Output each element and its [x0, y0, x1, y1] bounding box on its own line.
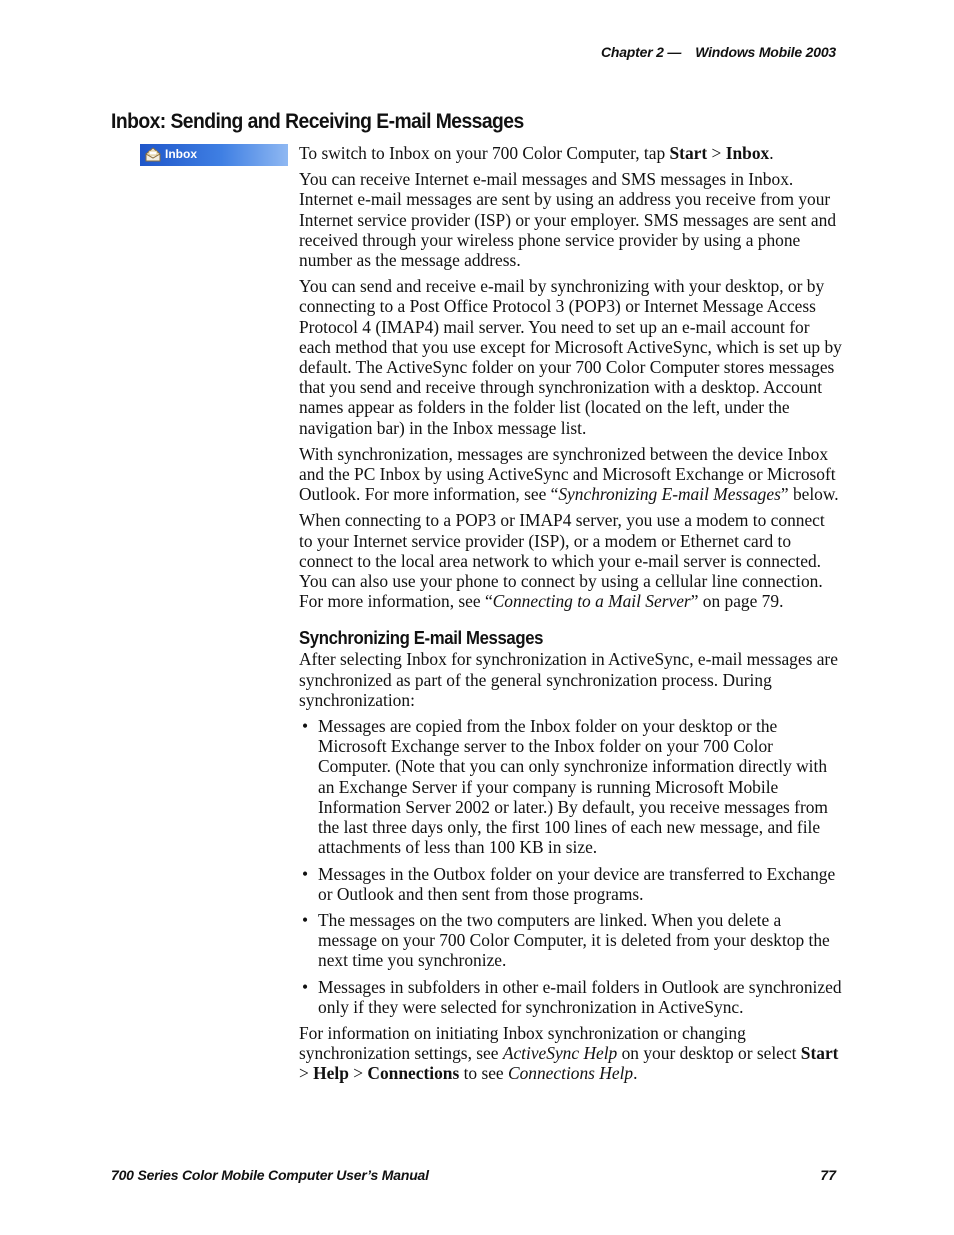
list-item: • Messages in the Outbox folder on your device are transferred to Exchange or Outlook and then sent from those programs.	[299, 864, 842, 904]
text: >	[707, 143, 726, 163]
text: For information on initiating Inbox synchronization or changing synchronization settings, see	[299, 1022, 746, 1064]
menu-start: Start	[800, 1043, 839, 1064]
text: >	[348, 1063, 368, 1084]
text: on your desktop or select	[617, 1043, 801, 1064]
menu-help: Help	[313, 1063, 349, 1084]
paragraph-receive-messages: You can receive Internet e-mail messages and SMS messages in Inbox. Internet e-mail messages are sent by using an address you receive from your Internet service provider (ISP) or your employer. SMS messages are sent and received through your wireless phone service provider by using a phone number as the message address.	[299, 169, 837, 271]
text: .	[769, 143, 774, 163]
cross-reference: Connecting to a Mail Server	[492, 591, 691, 612]
menu-connections: Connections	[367, 1063, 460, 1084]
list-item: • The messages on the two computers are linked. When you delete a message on your 700 Color Computer, it is deleted from your desktop the next time you synchronize.	[299, 910, 842, 971]
paragraph-synchronization	[299, 444, 842, 505]
text: ” on page 79.	[690, 591, 784, 612]
help-reference: ActiveSync Help	[502, 1043, 618, 1064]
section-title: Inbox: Sending and Receiving E-mail Messages	[111, 110, 524, 133]
list-item: • Messages in subfolders in other e-mail folders in Outlook are synchronized only if they were selected for synchronization in ActiveSync.	[299, 977, 842, 1017]
paragraph-switch-to-inbox	[299, 143, 842, 163]
bullet-list	[299, 716, 842, 1017]
text: To switch to Inbox on your 700 Color Computer, tap	[299, 143, 670, 163]
inbox-label: Inbox	[165, 147, 197, 161]
help-reference: Connections Help	[508, 1063, 634, 1084]
body-content	[299, 143, 842, 1090]
chapter-title: Windows Mobile 2003	[695, 44, 836, 60]
page-number: 77	[820, 1167, 836, 1183]
paragraph-connecting	[299, 510, 842, 611]
text: With synchronization, messages are synchronized between the device Inbox and the PC Inbox by using ActiveSync and Microsoft Exchange or Microsoft Outlook. For more information, see “	[299, 443, 836, 505]
text: ” below.	[780, 484, 839, 505]
footer-manual-title: 700 Series Color Mobile Computer User’s Manual	[111, 1167, 429, 1183]
inbox-menu-graphic	[140, 144, 288, 166]
text: When connecting to a POP3 or IMAP4 server, you use a modem to connect to your Internet service provider (ISP), or a modem or Ethernet card to connect to the local area network to which your e-mail server is connected. You can also use your phone to connect by using a cellular line connection. For more information, see “	[299, 510, 825, 612]
list-item: • Messages are copied from the Inbox folder on your desktop or the Microsoft Exchange server to the Inbox folder on your 700 Color Computer. (Note that you can only synchronize information directly with an Exchange Server if your company is running Microsoft Mobile Information Server 2002 or later.) By default, you receive messages from the last three days only, the first 100 lines of each new message, and file attachments of less than 100 KB in size.	[299, 716, 842, 857]
text: .	[633, 1063, 638, 1084]
envelope-icon	[145, 147, 161, 167]
menu-start: Start	[669, 143, 708, 163]
text: >	[299, 1063, 314, 1084]
paragraph-send-receive: You can send and receive e-mail by synchronizing with your desktop, or by connecting to a Post Office Protocol 3 (POP3) or Internet Message Access Protocol 4 (IMAP4) mail server. You need to set up an e-mail account for each method that you use except for Microsoft ActiveSync, which is set up by default. The ActiveSync folder on your 700 Color Computer stores messages that you send and receive through synchronization with a desktop. Account names appear as folders in the folder list (located on the left, under the navigation bar) in the Inbox message list.	[299, 276, 842, 438]
paragraph-sync-intro: After selecting Inbox for synchronization in ActiveSync, e-mail messages are synchronized as part of the general synchronization process. During synchronization:	[299, 649, 838, 710]
running-header	[601, 44, 836, 60]
chapter-label: Chapter 2 —	[600, 44, 682, 60]
subsection-title: Synchronizing E-mail Messages	[299, 628, 544, 649]
paragraph-sync-help	[299, 1023, 842, 1084]
cross-reference: Synchronizing E-mail Messages	[558, 484, 781, 505]
menu-inbox: Inbox	[725, 143, 770, 163]
text: to see	[459, 1063, 508, 1084]
